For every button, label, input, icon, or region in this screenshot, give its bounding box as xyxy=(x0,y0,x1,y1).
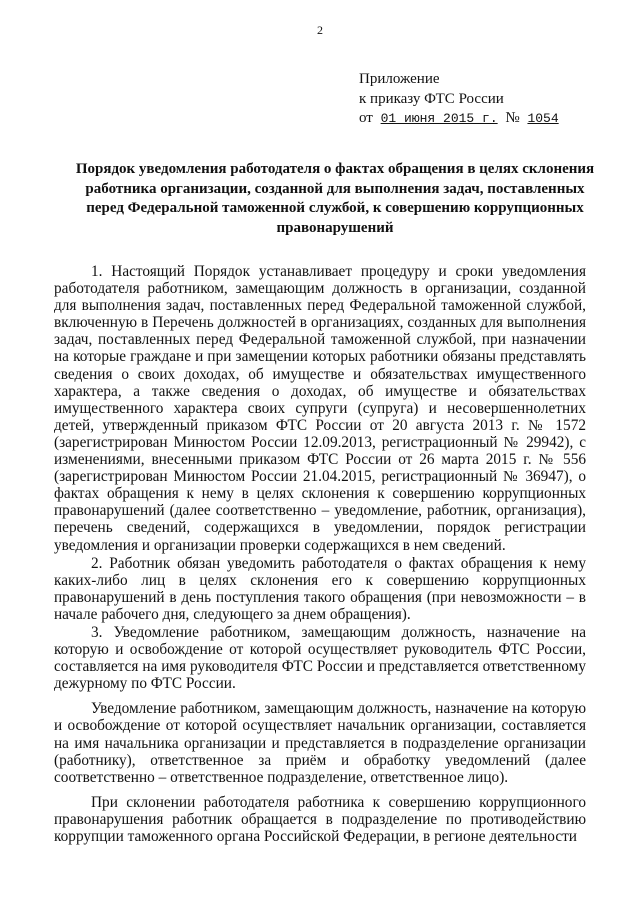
document-body xyxy=(54,263,586,845)
document-title: Порядок уведомления работодателя о фактах обращения в целях склонения работника организации, созданной для выполнения задач, поставленных перед Федеральной таможенной службой, к совершению коррупционных правонарушений xyxy=(75,161,595,236)
date-prefix: от xyxy=(359,110,373,126)
paragraph-3: 3. Уведомление работником, замещающим должность, назначение на которую и освобождение от которой осуществляет руководитель ФТС России, составляется на имя руководителя ФТС России и представляется ответственному дежурному по ФТС России. xyxy=(54,623,586,693)
paragraph-3-continued: Уведомление работником, замещающим должность, назначение на которую и освобождение от которой осуществляет начальник организации, составляется на имя начальника организации и представляется в подразделение организации (работнику), ответственное за приём и обработку уведомлений (далее соответственно – ответственное подразделение, ответственное лицо). xyxy=(54,700,586,786)
page-number: 2 xyxy=(317,23,323,37)
paragraph-2: 2. Работник обязан уведомить работодателя о фактах обращения к нему каких-либо лиц в целях склонения его к совершению коррупционных правонарушений в день поступления такого обращения (при невозможности – в начале рабочего дня, следующего за днем обращения). xyxy=(54,554,586,623)
order-date-number xyxy=(359,109,609,129)
appendix-label: Приложение xyxy=(359,71,440,87)
order-reference: к приказу ФТС России xyxy=(359,90,504,107)
order-number: 1054 xyxy=(527,111,559,126)
paragraph-1: 1. Настоящий Порядок устанавливает процедуру и сроки уведомления работодателя работником, замещающим должность в организации, созданной для выполнения задач, поставленных перед Федеральной таможенной службой, включенную в Перечень должностей в организациях, созданных для выполнения задач, поставленных перед Федеральной таможенной службой, при назначении на которые граждане и при замещении которых работники обязаны представлять сведения о своих доходах, об имуществе и обязательствах имущественного характера, а также сведения о доходах, об имуществе и обязательствах имущественного характера своих супруги (супруга) и несовершеннолетних детей, утвержденный приказом ФТС России от 20 августа 2013 г. № 1572 (зарегистрирован Минюстом России 12.09.2013, регистрационный № 29942), с изменениями, внесенными приказом ФТС России от 26 марта 2015 г. № 556 (зарегистрирован Минюстом России 21.04.2015, регистрационный № 36947), о фактах обращения к нему в целях склонения к совершению коррупционных правонарушений (далее соответственно – уведомление, работник, организация), перечень сведений, содержащихся в уведомлении, порядок регистрации уведомления и организации проверки содержащихся в нем сведений. xyxy=(54,263,586,554)
appendix-header xyxy=(359,70,609,129)
paragraph-3-employer: При склонении работодателя работника к совершению коррупционного правонарушения работник обращается в подразделение по противодействию коррупции таможенного органа Российской Федерации, в регионе деятельности xyxy=(54,793,586,845)
number-prefix: № xyxy=(505,110,520,126)
order-date: 01 июня 2015 г. xyxy=(380,111,498,126)
